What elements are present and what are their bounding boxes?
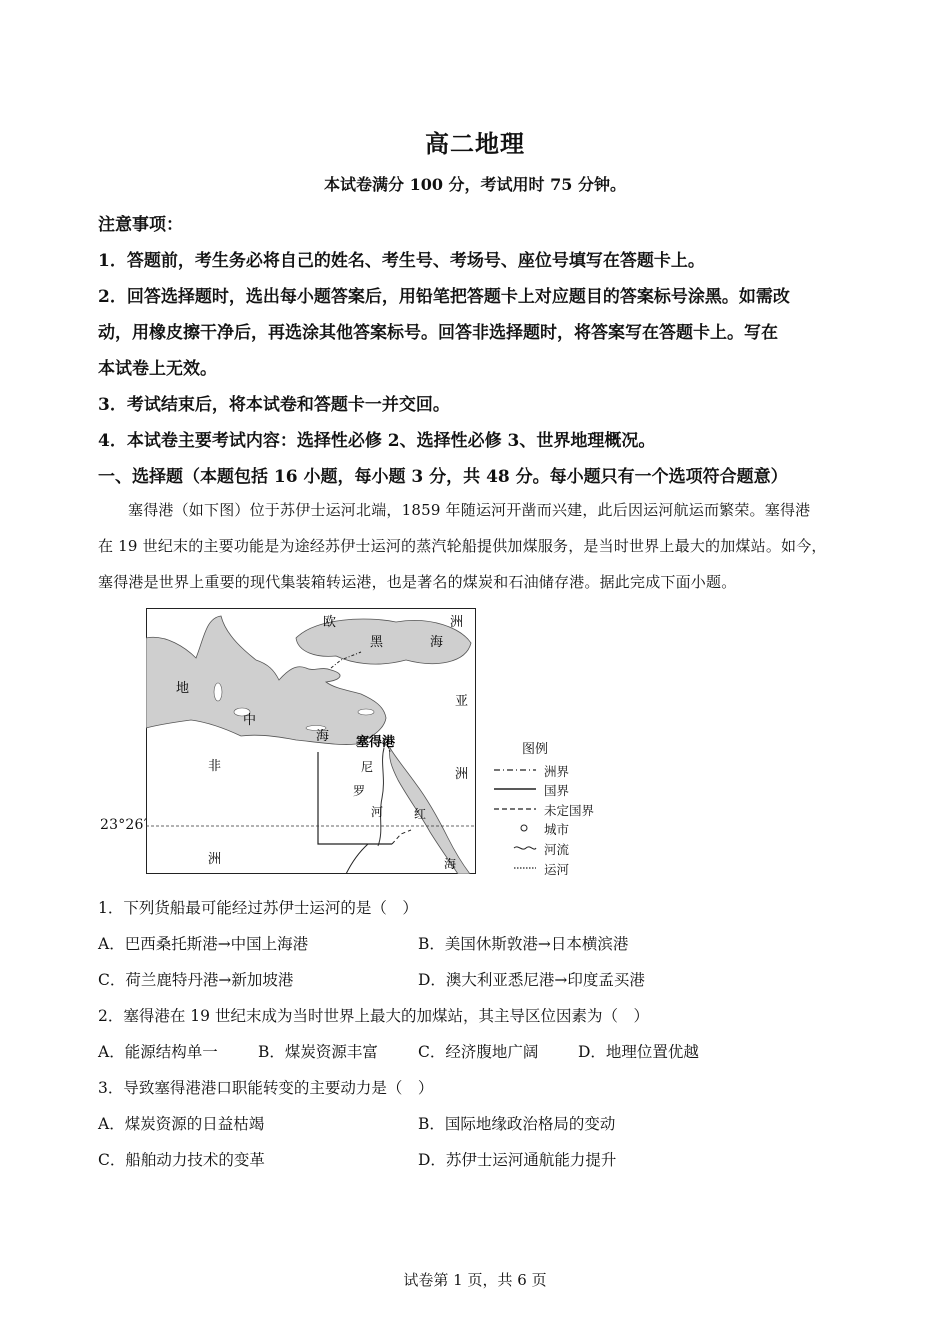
label-europe: 洲	[450, 615, 464, 630]
legend-item: 未定国界	[544, 803, 595, 818]
notice-line: 3．考试结束后，将本试卷和答题卡一并交回。	[98, 395, 450, 415]
label-nile: 河	[371, 805, 384, 819]
tropic-label: 23°26′	[100, 817, 148, 833]
question-option: A．巴西桑托斯港→中国上海港	[98, 935, 309, 953]
page-footer: 试卷第 1 页，共 6 页	[403, 1271, 547, 1289]
passage-line: 塞得港是世界上重要的现代集装箱转运港，也是著名的煤炭和石油储存港。据此完成下面小题。	[98, 573, 737, 591]
legend-item: 城市	[544, 822, 570, 837]
label-mediterranean: 中	[243, 713, 257, 728]
section-heading: 一、选择题（本题包括 16 小题，每小题 3 分，共 48 分。每小题只有一个选项符合题意）	[98, 467, 788, 487]
question-option: B．国际地缘政治格局的变动	[418, 1115, 616, 1133]
label-europe: 欧	[323, 615, 337, 630]
exam-info: 本试卷满分 100 分，考试用时 75 分钟。	[324, 175, 626, 194]
question-option: D．地理位置优越	[578, 1043, 699, 1061]
legend-title: 图例	[522, 742, 549, 757]
question-option: D．苏伊士运河通航能力提升	[418, 1151, 617, 1169]
legend-item: 河流	[544, 842, 570, 857]
notice-line: 4．本试卷主要考试内容：选择性必修 2、选择性必修 3、世界地理概况。	[98, 431, 656, 451]
label-africa: 非	[208, 759, 222, 774]
label-mediterranean: 地	[176, 681, 190, 696]
legend-item: 运河	[544, 862, 570, 877]
label-red-sea: 海	[444, 857, 457, 871]
question-stem: 1．下列货船最可能经过苏伊士运河的是（ ）	[98, 899, 418, 917]
question-option: B．煤炭资源丰富	[258, 1043, 378, 1061]
label-black-sea: 海	[430, 635, 444, 650]
question-option: A．能源结构单一	[98, 1043, 218, 1061]
page-title: 高二地理	[425, 129, 525, 158]
question-option: A．煤炭资源的日益枯竭	[98, 1115, 265, 1133]
city-symbol	[521, 825, 527, 831]
suez-map	[146, 608, 476, 874]
legend-item: 洲界	[544, 764, 570, 779]
notice-heading: 注意事项：	[98, 215, 183, 235]
question-option: D．澳大利亚悉尼港→印度孟买港	[418, 971, 645, 989]
label-africa: 洲	[208, 852, 222, 867]
label-nile: 罗	[353, 784, 366, 798]
question-option: C．经济腹地广阔	[418, 1043, 539, 1061]
notice-line: 动，用橡皮擦干净后，再选涂其他答案标号。回答非选择题时，将答案写在答题卡上。写在	[98, 323, 778, 343]
passage-line: 在 19 世纪末的主要功能是为途经苏伊士运河的蒸汽轮船提供加煤服务，是当时世界上最大的加煤站。如今，	[98, 537, 827, 555]
label-red-sea: 红	[414, 807, 427, 821]
question-stem: 3．导致塞得港港口职能转变的主要动力是（ ）	[98, 1079, 434, 1097]
notice-line: 2．回答选择题时，选出每小题答案后，用铅笔把答题卡上对应题目的答案标号涂黑。如需改	[98, 287, 790, 307]
river-symbol	[514, 847, 536, 849]
question-stem: 2．塞得港在 19 世纪末成为当时世界上最大的加煤站，其主导区位因素为（ ）	[98, 1007, 649, 1025]
label-port-said: 塞得港	[356, 735, 396, 750]
label-asia: 亚	[455, 694, 469, 709]
question-option: B．美国休斯敦港→日本横滨港	[418, 935, 629, 953]
legend-symbols	[492, 760, 542, 878]
passage-line: 塞得港（如下图）位于苏伊士运河北端，1859 年随运河开凿而兴建，此后因运河航运而繁荣。塞得港	[128, 501, 811, 519]
label-black-sea: 黑	[370, 635, 384, 650]
label-asia: 洲	[455, 767, 469, 782]
question-option: C．荷兰鹿特丹港→新加坡港	[98, 971, 294, 989]
notice-line: 本试卷上无效。	[98, 359, 217, 379]
label-mediterranean: 海	[316, 729, 330, 744]
legend-item: 国界	[544, 783, 570, 798]
label-nile: 尼	[361, 760, 374, 774]
question-option: C．船舶动力技术的变革	[98, 1151, 265, 1169]
notice-line: 1．答题前，考生务必将自己的姓名、考生号、考场号、座位号填写在答题卡上。	[98, 251, 705, 271]
